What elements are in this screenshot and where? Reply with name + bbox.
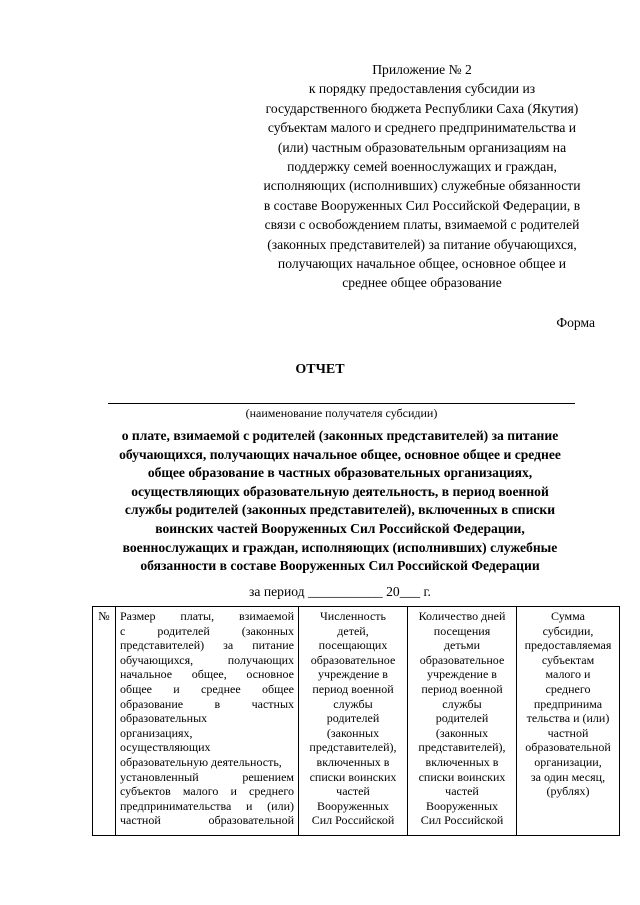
report-period: за период ___________ 20___ г. [249,584,431,599]
header-count-line: период военной [312,681,394,696]
header-count-line: Сил Российской [311,813,395,828]
header-size-line: образовательную деятельность, [120,754,282,769]
header-sum-line: Сумма [551,609,585,623]
subject-line: осуществляющих образовательную деятельность, в период военной [131,483,549,499]
header-size-line: Размер платы, взимаемой [120,609,294,623]
recipient-caption: (наименование получателя субсидии) [245,406,438,420]
header-sum-line: среднего [545,681,591,696]
appendix-line: государственного бюджета Республики Саха (Якутия) [265,100,579,116]
header-sum-line: малого и [545,667,591,682]
subject-line: военнослужащих и граждан, исполняющих (исполнивших) служебные [122,539,558,555]
appendix-line: получающих начальное общее, основное общее и [277,256,567,272]
header-count-line: частей [336,784,370,799]
appendix-line: поддержку семей военнослужащих и граждан, [287,159,557,175]
header-sum-line: организации, [534,754,602,769]
header-days-line: образовательное [419,652,505,667]
appendix-line: исполняющих (исполнивших) служебные обязанности [263,178,581,194]
table-header-row [93,607,620,836]
recipient-name-line [108,403,575,404]
header-count-line: посещающих [318,638,388,653]
header-sum-line: за один месяц, [530,769,606,784]
header-count-line: представителей), [309,740,397,755]
header-days-line: Вооруженных [425,798,499,813]
subject-line: службы родителей (законных представителей), включенных в списки [124,502,556,518]
header-size-line: частной образовательной [120,813,294,828]
header-size-line: обучающихся, получающих [120,652,294,667]
header-children-count [299,607,408,836]
subject-line: воинских частей Вооруженных Сил Российской Федерации, [155,520,525,536]
subject-line: обязанности в составе Вооруженных Сил Российской Федерации [140,558,540,574]
header-count-line: Численность [319,609,387,623]
header-count-line: образовательное [310,652,396,667]
header-days-line: службы [442,696,482,711]
header-sum-line: частной [547,725,589,740]
header-days-line: учреждение в [427,667,497,682]
appendix-line: в составе Вооруженных Сил Российской Федерации, в [263,197,581,213]
header-sum-line: субсидии, [542,623,594,638]
header-size-line: общее и среднее общее [120,681,294,696]
header-days-line: Количество дней [418,609,506,623]
header-sum-line: тельства и (или) [526,711,610,726]
report-table [92,606,620,836]
appendix-block [230,60,614,293]
appendix-line: (законных представителей) за питание обучающихся, [267,236,577,252]
appendix-line: субъектам малого и среднего предпринимательства и [267,120,577,136]
subject-line: общее образование в частных образовательных организациях, [147,465,533,481]
header-size-line: предпринимательства и (или) [120,798,294,813]
header-days-line: родителей [435,711,489,726]
header-days-line: частей [445,784,479,799]
header-size-line: субъектов малого и среднего [120,784,294,799]
subject-line: обучающихся, получающих начальное общее, основное общее и среднее [119,446,561,462]
header-size-line: организациях, [120,725,193,740]
header-count-line: учреждение в [318,667,388,682]
appendix-line: Приложение № 2 [372,62,472,77]
report-subject [90,427,590,576]
header-size-line: образовательных [120,711,208,726]
header-sum-line: образовательной [525,740,611,755]
header-days-line: (законных [435,725,489,740]
header-days-line: детьми [443,638,481,653]
header-count-line: (законных [326,725,380,740]
header-size-line: начальное общее, основное [120,667,294,682]
header-sum-line: субъектам [541,652,595,667]
form-label: Форма [556,315,595,330]
header-subsidy-amount [517,607,620,836]
header-count-line: включенных в [316,754,390,769]
header-count-line: списки воинских [309,769,397,784]
header-size-line: представителей) за питание [120,638,294,653]
header-attendance-days [408,607,517,836]
header-size-line: образование в частных [120,696,294,711]
header-count-line: родителей [326,711,380,726]
header-sum-line: предоставляемая [524,638,612,653]
header-days-line: списки воинских [418,769,506,784]
header-days-line: Сил Российской [420,813,504,828]
header-days-line: период военной [421,681,503,696]
header-payment-size [116,607,299,836]
header-count-line: службы [333,696,373,711]
header-days-line: включенных в [425,754,499,769]
header-size-line: с родителей (законных [120,623,294,638]
header-sum-line: предпринима [533,696,603,711]
header-count-line: детей, [337,623,369,638]
subject-line: о плате, взимаемой с родителей (законных представителей) за питание [121,428,559,443]
header-size-line: установленный решением [120,769,294,784]
header-days-line: посещения [433,623,491,638]
appendix-line: к порядку предоставления субсидии из [308,81,536,97]
appendix-line: связи с освобождением платы, взимаемой с родителей [264,217,580,233]
header-size-line: осуществляющих [120,740,211,755]
appendix-line: (или) частным образовательным организациям на [277,139,567,155]
report-title: ОТЧЕТ [295,362,345,377]
header-days-line: представителей), [418,740,506,755]
header-sum-line: (рублях) [546,784,590,799]
header-count-line: Вооруженных [316,798,390,813]
appendix-line: среднее общее образование [342,275,502,291]
header-number: № [93,607,116,836]
